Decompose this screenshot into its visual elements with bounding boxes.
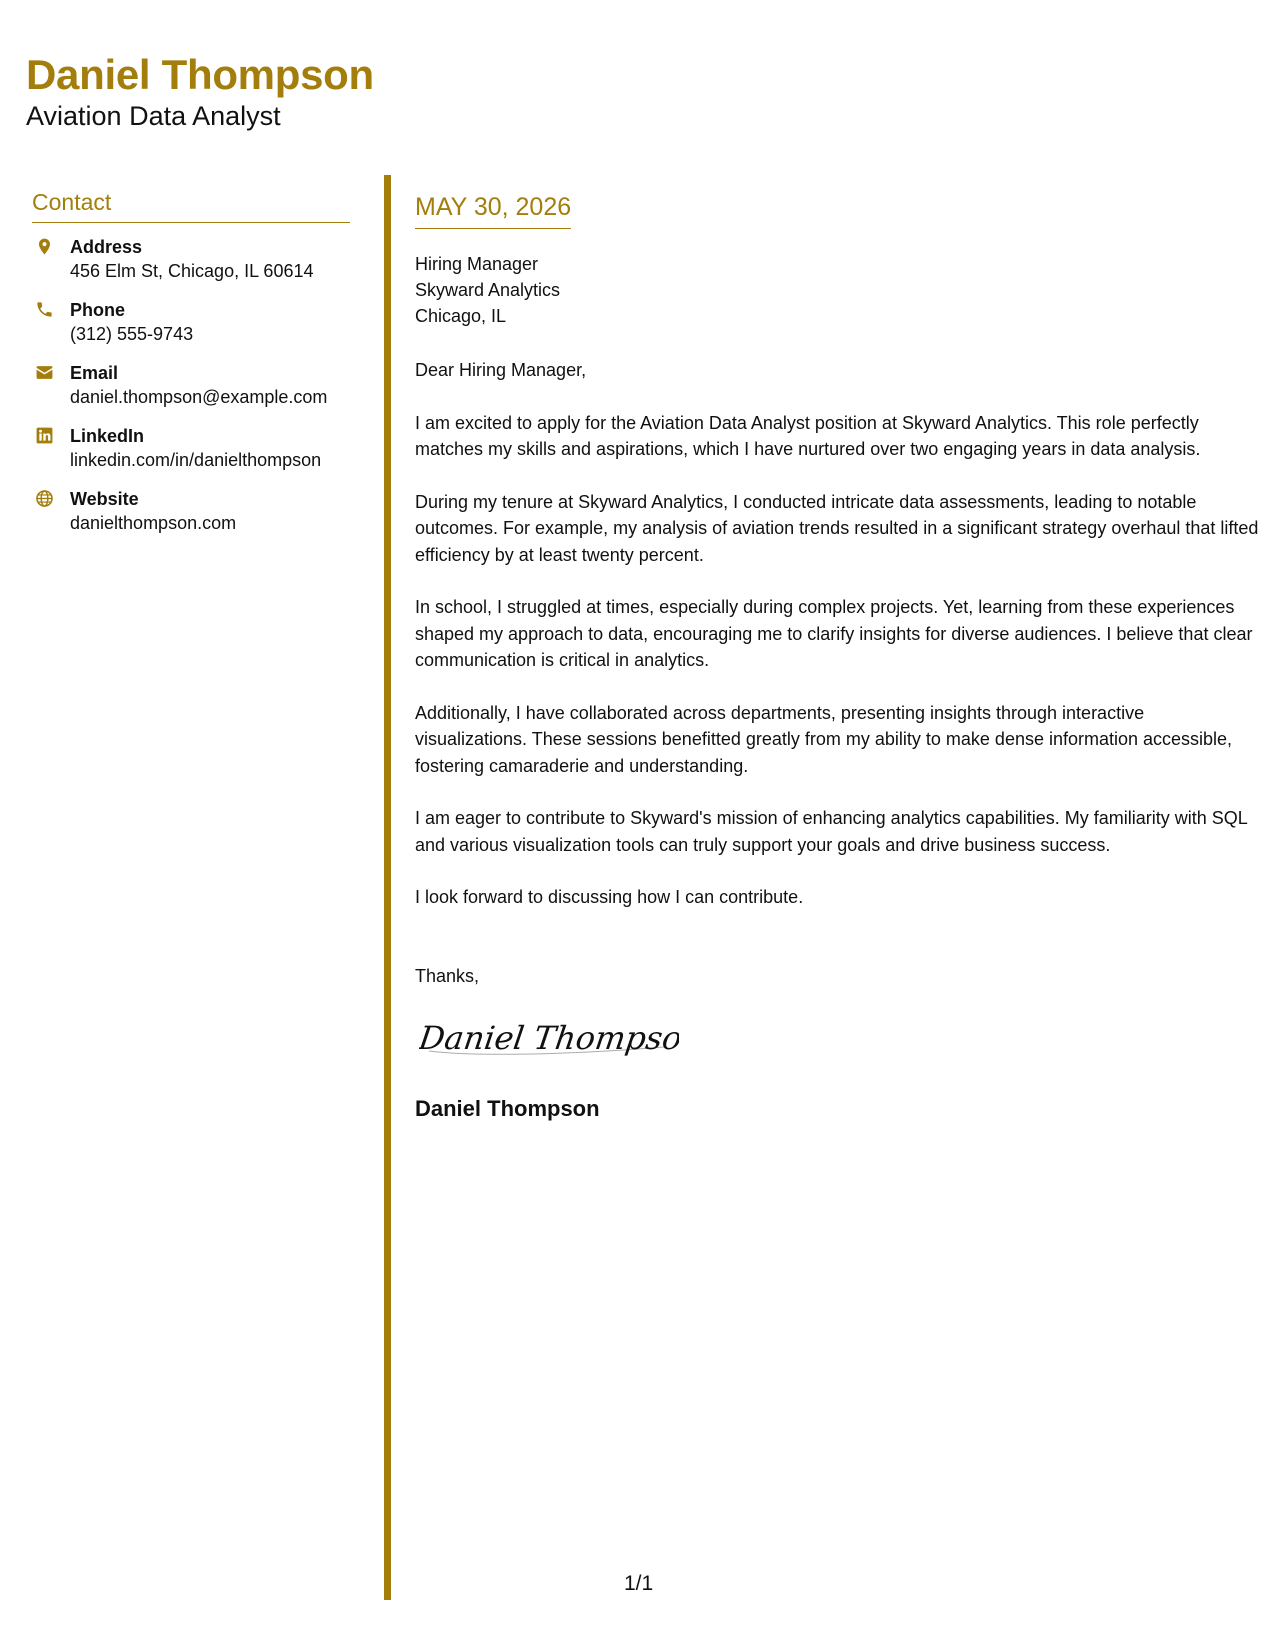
contact-item-email: [32, 361, 350, 424]
recipient-line: Skyward Analytics: [415, 280, 561, 300]
letter-paragraph: I am eager to contribute to Skyward's mission of enhancing analytics capabilities. My familiarity with SQL and various visualization tools can truly support your goals and drive business success.: [415, 808, 1248, 855]
applicant-name: Daniel Thompson: [26, 51, 374, 98]
recipient-line: Chicago, IL: [415, 306, 507, 326]
contact-item-address: [32, 235, 350, 298]
handwritten-signature: [419, 1011, 679, 1067]
page-number: 1/1: [624, 1572, 654, 1595]
contact-sidebar: [32, 188, 350, 550]
letter-paragraph: During my tenure at Skyward Analytics, I conducted intricate data assessments, leading to notable outcomes. For example, my analysis of aviation trends resulted in a significant strategy overhaul that lifted efficiency by at least twenty percent.: [415, 491, 1259, 565]
contact-value-email: daniel.thompson@example.com: [70, 387, 328, 407]
contact-label: Phone: [70, 300, 126, 320]
contact-label: Address: [70, 237, 143, 257]
contact-heading: Contact: [32, 188, 350, 223]
vertical-divider: [384, 175, 391, 1600]
header: [26, 50, 374, 132]
phone-icon: [35, 300, 54, 319]
contact-label: Email: [70, 363, 119, 383]
contact-list: [32, 235, 350, 550]
location-pin-icon: [35, 237, 54, 256]
globe-icon: [35, 489, 54, 508]
letter-paragraph: I look forward to discussing how I can contribute.: [415, 887, 804, 907]
contact-label: Website: [70, 489, 139, 509]
signature-text: Daniel Thompson: [419, 1019, 679, 1057]
envelope-icon: [35, 363, 54, 382]
contact-label: LinkedIn: [70, 426, 145, 446]
contact-value-linkedin: linkedin.com/in/danielthompson: [70, 450, 322, 470]
contact-item-linkedin: [32, 424, 350, 487]
closing: Thanks,: [415, 965, 480, 986]
job-title: Aviation Data Analyst: [26, 101, 281, 131]
contact-value-address: 456 Elm St, Chicago, IL 60614: [70, 261, 314, 281]
letter-paragraph: I am excited to apply for the Aviation Data Analyst position at Skyward Analytics. This role perfectly matches my skills and aspirations, which I have nurtured over two engaging years in data analysis.: [415, 412, 1201, 459]
linkedin-icon: [35, 426, 54, 445]
letter-paragraph: In school, I struggled at times, especially during complex projects. Yet, learning from these experiences shaped my approach to data, encouraging me to clarify insights for diverse audiences. I believe that clear communication is critical in analytics.: [415, 597, 1253, 670]
letter-paragraph: Additionally, I have collaborated across departments, presenting insights through interactive visualizations. These sessions benefitted greatly from my ability to make dense information accessible, fostering camaraderie and understanding.: [415, 702, 1233, 776]
salutation: Dear Hiring Manager,: [415, 360, 587, 380]
recipient-block: [415, 251, 1260, 329]
letter-body: [415, 192, 1260, 1123]
contact-item-website: [32, 487, 350, 550]
contact-value-website: danielthompson.com: [70, 513, 237, 533]
printed-name: Daniel Thompson: [415, 1095, 600, 1121]
contact-item-phone: [32, 298, 350, 361]
recipient-line: Hiring Manager: [415, 254, 539, 274]
contact-value-phone: (312) 555-9743: [70, 324, 194, 344]
letter-date: MAY 30, 2026: [415, 192, 571, 229]
